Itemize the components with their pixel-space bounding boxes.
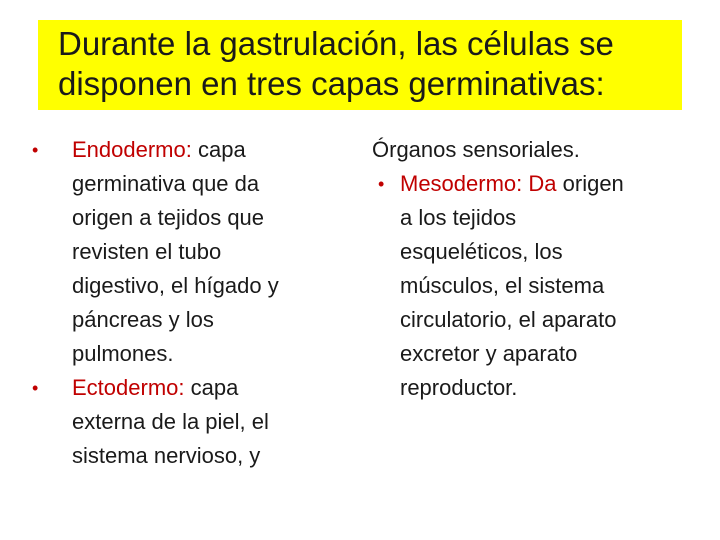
bullet-line: sistema nervioso, y — [72, 443, 261, 468]
bullet-endodermo — [28, 133, 348, 371]
bullet-first-line — [400, 167, 702, 201]
title-line-2: disponen en tres capas germinativas: — [58, 65, 605, 102]
bullet-line: circulatorio, el aparato — [400, 307, 617, 332]
bullet-marker: • — [32, 140, 39, 160]
bullet-line: germinativa que da — [72, 171, 260, 196]
bullet-line: a los tejidos — [400, 205, 517, 230]
bullet-ectodermo — [28, 371, 348, 473]
title-box — [38, 20, 682, 110]
bullet-line: externa de la piel, el — [72, 409, 269, 434]
bullet-line: reproductor. — [400, 375, 518, 400]
bullet-line: pulmones. — [72, 341, 174, 366]
bullet-line: páncreas y los — [72, 307, 214, 332]
bullet-line: digestivo, el hígado y — [72, 273, 279, 298]
bullet-first-rest: capa — [191, 137, 246, 162]
bullet-line: revisten el tubo — [72, 239, 222, 264]
bullet-marker: • — [32, 378, 39, 398]
term-mesodermo: Mesodermo: Da — [400, 171, 557, 196]
bullet-line: músculos, el sistema — [400, 273, 605, 298]
bullet-line: excretor y aparato — [400, 341, 578, 366]
bullet-first-rest: origen — [556, 171, 624, 196]
left-column — [28, 133, 348, 473]
bullet-marker: • — [378, 174, 385, 194]
bullet-first-line — [72, 133, 348, 167]
bullet-first-rest: capa — [184, 375, 239, 400]
term-endodermo: Endodermo: — [72, 137, 192, 162]
bullet-mesodermo — [372, 167, 702, 405]
right-column — [372, 133, 702, 405]
term-ectodermo: Ectodermo: — [72, 375, 185, 400]
bullet-line: esqueléticos, los — [400, 239, 563, 264]
bullet-first-line — [72, 371, 348, 405]
bullet-line: origen a tejidos que — [72, 205, 265, 230]
right-intro-text: Órganos sensoriales. — [372, 137, 580, 162]
title-line-1: Durante la gastrulación, las células se — [58, 25, 614, 62]
